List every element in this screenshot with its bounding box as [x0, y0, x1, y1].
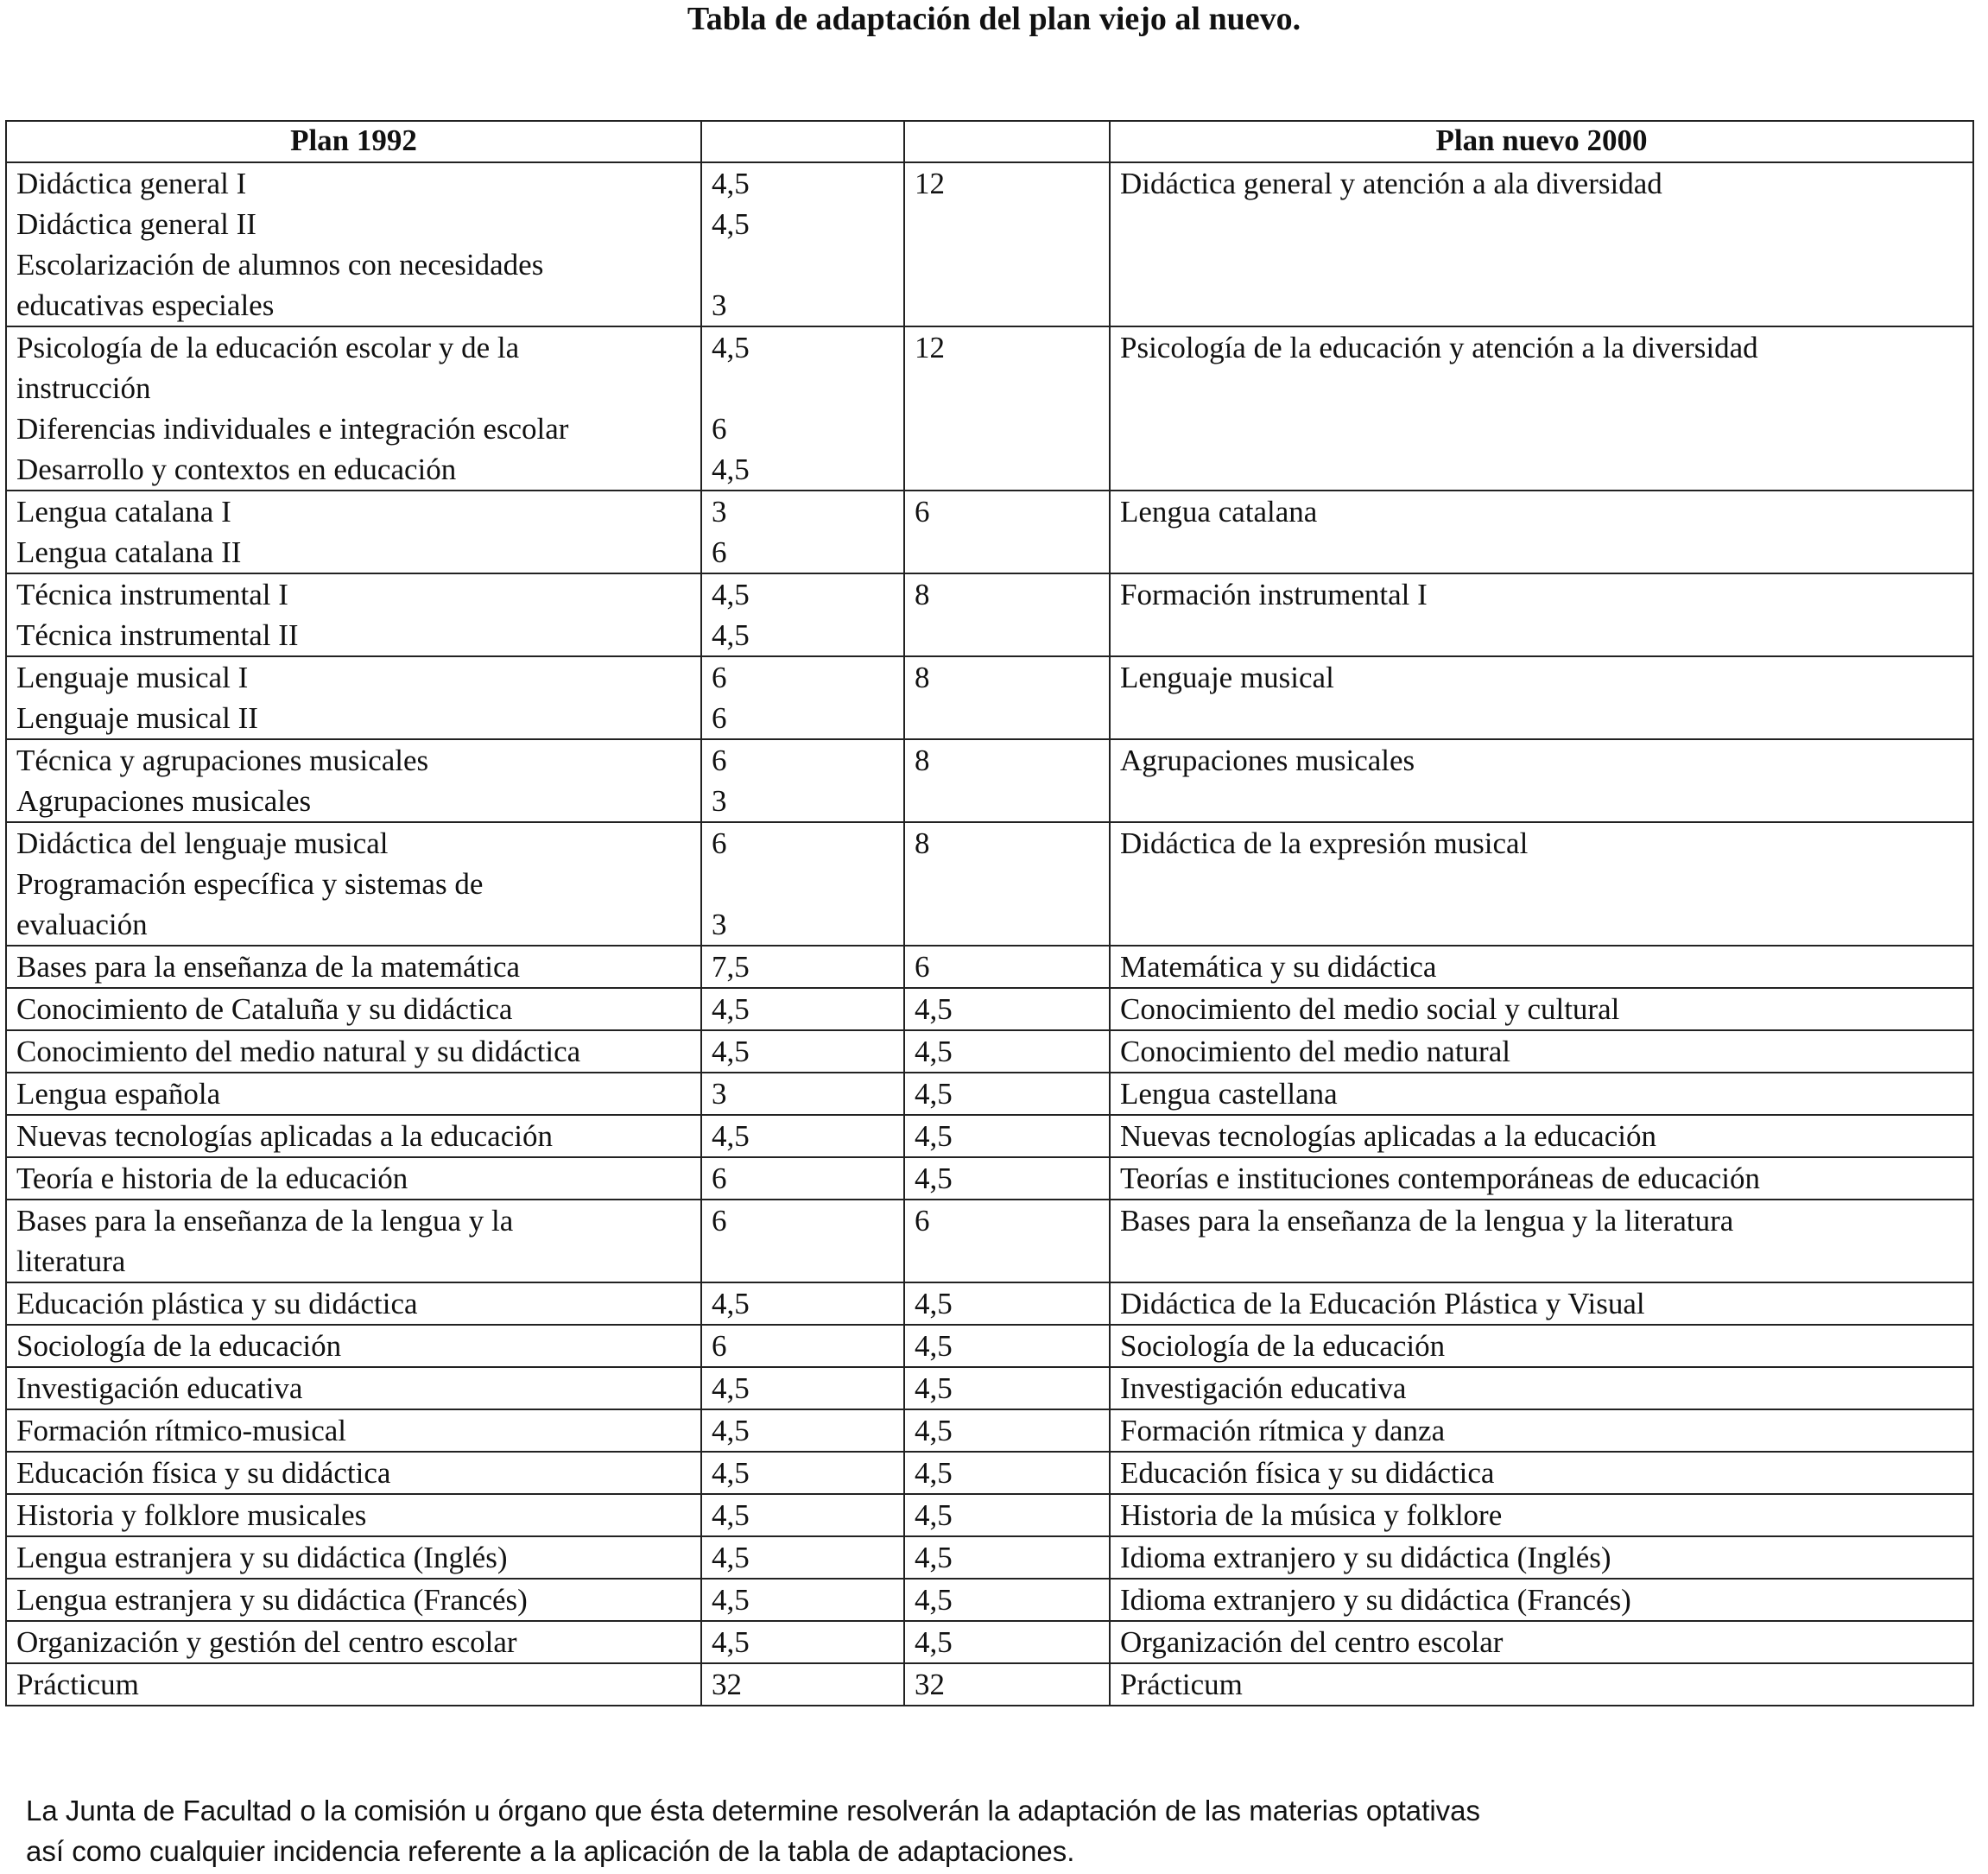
old-subject-cell — [6, 1157, 701, 1200]
old-credits: 6 — [712, 1204, 727, 1238]
old-subject: Lengua española — [16, 1077, 221, 1111]
old-credits-cell — [701, 1452, 904, 1494]
new-credits: 8 — [915, 744, 930, 777]
old-subject: Formación rítmico-musical — [16, 1414, 346, 1447]
old-subject-cell — [6, 1452, 701, 1494]
old-subject: Didáctica general II — [16, 207, 256, 241]
old-credits-cell — [701, 1030, 904, 1073]
old-subject-cell — [6, 1282, 701, 1325]
header-plan-1992: Plan 1992 — [6, 121, 701, 162]
new-subject: Didáctica general y atención a ala diversidad — [1120, 167, 1662, 200]
adaptation-table — [5, 120, 1974, 1706]
new-subject-cell — [1110, 326, 1973, 491]
new-credits: 12 — [915, 167, 945, 200]
new-credits: 4,5 — [915, 992, 953, 1026]
old-subject-cell — [6, 1073, 701, 1115]
old-subject: Conocimiento del medio natural y su didáctica — [16, 1035, 581, 1068]
old-subject: Agrupaciones musicales — [16, 784, 312, 818]
new-subject-cell — [1110, 162, 1973, 326]
new-credits: 32 — [915, 1668, 945, 1701]
old-credits: 4,5 — [712, 1414, 750, 1447]
table-row — [6, 573, 1973, 656]
new-subject: Didáctica de la Educación Plástica y Visual — [1120, 1287, 1645, 1320]
new-credits-cell — [904, 656, 1110, 739]
old-credits: 6 — [712, 412, 727, 446]
old-credits-cell — [701, 1367, 904, 1409]
old-credits-cell — [701, 1621, 904, 1663]
old-subject: Sociología de la educación — [16, 1329, 342, 1363]
table-row — [6, 739, 1973, 822]
table-row — [6, 988, 1973, 1030]
footnote-line: así como cualquier incidencia referente a la aplicación de la tabla de adaptaciones. — [26, 1835, 1075, 1867]
old-subject: literatura — [16, 1244, 126, 1278]
old-subject: Didáctica general I — [16, 167, 247, 200]
old-credits: 6 — [712, 1329, 727, 1363]
old-credits: 4,5 — [712, 1287, 750, 1320]
old-credits-cell — [701, 1073, 904, 1115]
footnote-line: La Junta de Facultad o la comisión u órgano que ésta determine resolverán la adaptación de las materias optativas — [26, 1795, 1481, 1827]
new-credits: 4,5 — [915, 1371, 953, 1405]
old-subject-cell — [6, 1621, 701, 1663]
old-credits-cell — [701, 1494, 904, 1536]
old-subject: Escolarización de alumnos con necesidades — [16, 248, 544, 282]
new-subject: Investigación educativa — [1120, 1371, 1407, 1405]
new-credits-cell — [904, 1494, 1110, 1536]
old-subject: Organización y gestión del centro escolar — [16, 1625, 517, 1659]
new-credits: 4,5 — [915, 1414, 953, 1447]
old-credits-cell — [701, 1663, 904, 1706]
old-credits-cell — [701, 1115, 904, 1157]
new-subject: Conocimiento del medio social y cultural — [1120, 992, 1620, 1026]
new-subject-cell — [1110, 1536, 1973, 1579]
old-subject-cell — [6, 1494, 701, 1536]
new-subject: Didáctica de la expresión musical — [1120, 826, 1529, 860]
new-subject: Teorías e instituciones contemporáneas de educación — [1120, 1162, 1761, 1195]
new-credits: 4,5 — [915, 1583, 953, 1617]
table-row — [6, 946, 1973, 988]
old-subject-cell — [6, 822, 701, 946]
old-credits-cell — [701, 739, 904, 822]
new-credits-cell — [904, 1030, 1110, 1073]
new-subject-cell — [1110, 1282, 1973, 1325]
old-credits-cell — [701, 656, 904, 739]
new-credits: 4,5 — [915, 1287, 953, 1320]
old-subject: Psicología de la educación escolar y de la — [16, 331, 520, 364]
old-credits: 3 — [712, 1077, 727, 1111]
new-credits-cell — [904, 1325, 1110, 1367]
table-row — [6, 1663, 1973, 1706]
old-subject: Diferencias individuales e integración escolar — [16, 412, 569, 446]
old-subject-cell — [6, 1536, 701, 1579]
old-credits-cell — [701, 1282, 904, 1325]
new-credits-cell — [904, 1409, 1110, 1452]
old-credits: 6 — [712, 661, 727, 694]
old-credits: 4,5 — [712, 1119, 750, 1153]
old-subject-cell — [6, 988, 701, 1030]
old-credits: 3 — [712, 784, 727, 818]
table-row — [6, 1282, 1973, 1325]
old-subject: Lengua estranjera y su didáctica (Francés) — [16, 1583, 528, 1617]
old-subject: Investigación educativa — [16, 1371, 303, 1405]
new-subject-cell — [1110, 1030, 1973, 1073]
old-subject-cell — [6, 1367, 701, 1409]
table-row — [6, 1115, 1973, 1157]
header-credits-old — [701, 121, 904, 162]
table-row — [6, 162, 1973, 326]
old-subject-cell — [6, 946, 701, 988]
old-credits: 4,5 — [712, 1625, 750, 1659]
old-subject: Programación específica y sistemas de — [16, 867, 484, 901]
old-subject: Técnica y agrupaciones musicales — [16, 744, 429, 777]
table-body — [6, 162, 1973, 1706]
new-subject-cell — [1110, 573, 1973, 656]
old-credits: 6 — [712, 826, 727, 860]
old-subject-cell — [6, 573, 701, 656]
old-subject: Historia y folklore musicales — [16, 1498, 367, 1532]
old-subject-cell — [6, 162, 701, 326]
old-subject-cell — [6, 1200, 701, 1282]
table-row — [6, 1030, 1973, 1073]
old-subject: Desarrollo y contextos en educación — [16, 453, 457, 486]
new-subject: Historia de la música y folklore — [1120, 1498, 1503, 1532]
old-subject-cell — [6, 739, 701, 822]
old-credits: 3 — [712, 908, 727, 941]
table-row — [6, 1621, 1973, 1663]
old-subject: Lenguaje musical I — [16, 661, 249, 694]
old-subject-cell — [6, 1325, 701, 1367]
new-subject-cell — [1110, 1200, 1973, 1282]
new-credits-cell — [904, 491, 1110, 573]
old-subject: Prácticum — [16, 1668, 139, 1701]
new-subject-cell — [1110, 491, 1973, 573]
new-credits: 4,5 — [915, 1456, 953, 1490]
new-subject: Idioma extranjero y su didáctica (Inglés) — [1120, 1541, 1611, 1574]
old-subject-cell — [6, 656, 701, 739]
old-credits-cell — [701, 162, 904, 326]
new-subject: Agrupaciones musicales — [1120, 744, 1415, 777]
old-credits-cell — [701, 988, 904, 1030]
new-subject: Lengua castellana — [1120, 1077, 1338, 1111]
old-subject-cell — [6, 1579, 701, 1621]
new-subject: Conocimiento del medio natural — [1120, 1035, 1510, 1068]
new-credits: 12 — [915, 331, 945, 364]
new-credits-cell — [904, 1579, 1110, 1621]
old-subject: educativas especiales — [16, 288, 275, 322]
old-subject: Lenguaje musical II — [16, 701, 258, 735]
new-subject-cell — [1110, 1115, 1973, 1157]
table-row — [6, 656, 1973, 739]
new-credits: 4,5 — [915, 1498, 953, 1532]
new-subject-cell — [1110, 822, 1973, 946]
new-subject: Lengua catalana — [1120, 495, 1318, 529]
footnote — [26, 1790, 1926, 1871]
document-title: Tabla de adaptación del plan viejo al nuevo. — [687, 1, 1301, 37]
old-credits — [712, 864, 903, 904]
new-credits: 6 — [915, 950, 930, 984]
old-subject: Lengua estranjera y su didáctica (Inglés) — [16, 1541, 508, 1574]
new-credits-cell — [904, 988, 1110, 1030]
old-credits-cell — [701, 1579, 904, 1621]
table-row — [6, 1452, 1973, 1494]
old-credits-cell — [701, 573, 904, 656]
new-credits: 4,5 — [915, 1625, 953, 1659]
old-credits-cell — [701, 1200, 904, 1282]
old-credits: 4,5 — [712, 992, 750, 1026]
table-row — [6, 1157, 1973, 1200]
new-credits-cell — [904, 1621, 1110, 1663]
new-credits: 4,5 — [915, 1077, 953, 1111]
old-credits-cell — [701, 326, 904, 491]
new-subject: Organización del centro escolar — [1120, 1625, 1504, 1659]
new-credits-cell — [904, 1452, 1110, 1494]
old-subject: Técnica instrumental II — [16, 618, 299, 652]
new-subject-cell — [1110, 1452, 1973, 1494]
old-credits: 4,5 — [712, 207, 750, 241]
header-plan-2000: Plan nuevo 2000 — [1110, 121, 1973, 162]
old-credits — [712, 244, 903, 285]
old-credits: 6 — [712, 744, 727, 777]
old-subject: Bases para la enseñanza de la lengua y la — [16, 1204, 514, 1238]
new-subject: Nuevas tecnologías aplicadas a la educación — [1120, 1119, 1656, 1153]
new-subject-cell — [1110, 946, 1973, 988]
old-subject: Nuevas tecnologías aplicadas a la educación — [16, 1119, 553, 1153]
old-credits — [712, 368, 903, 408]
old-subject: instrucción — [16, 371, 151, 405]
old-subject-cell — [6, 1115, 701, 1157]
new-credits: 8 — [915, 578, 930, 611]
old-credits: 4,5 — [712, 618, 750, 652]
new-credits: 4,5 — [915, 1035, 953, 1068]
old-subject-cell — [6, 1663, 701, 1706]
table-row — [6, 1200, 1973, 1282]
new-subject: Sociología de la educación — [1120, 1329, 1446, 1363]
table-row — [6, 1409, 1973, 1452]
new-subject-cell — [1110, 1621, 1973, 1663]
new-credits: 4,5 — [915, 1541, 953, 1574]
old-credits-cell — [701, 822, 904, 946]
header-credits-new — [904, 121, 1110, 162]
new-subject: Bases para la enseñanza de la lengua y la literatura — [1120, 1204, 1734, 1238]
new-subject: Formación rítmica y danza — [1120, 1414, 1446, 1447]
new-subject-cell — [1110, 1325, 1973, 1367]
old-credits-cell — [701, 491, 904, 573]
new-subject: Prácticum — [1120, 1668, 1243, 1701]
table-row — [6, 1494, 1973, 1536]
old-credits: 3 — [712, 288, 727, 322]
new-credits: 4,5 — [915, 1329, 953, 1363]
old-subject: Educación plástica y su didáctica — [16, 1287, 418, 1320]
new-subject-cell — [1110, 1494, 1973, 1536]
new-subject-cell — [1110, 739, 1973, 822]
old-credits: 4,5 — [712, 453, 750, 486]
old-credits: 6 — [712, 701, 727, 735]
old-credits: 4,5 — [712, 1583, 750, 1617]
table-row — [6, 326, 1973, 491]
new-subject: Lenguaje musical — [1120, 661, 1334, 694]
table-row — [6, 822, 1973, 946]
old-subject: Conocimiento de Cataluña y su didáctica — [16, 992, 513, 1026]
table-row — [6, 1073, 1973, 1115]
old-subject: Educación física y su didáctica — [16, 1456, 391, 1490]
old-credits-cell — [701, 1409, 904, 1452]
new-credits: 8 — [915, 661, 930, 694]
old-subject: evaluación — [16, 908, 148, 941]
old-credits: 3 — [712, 495, 727, 529]
new-credits-cell — [904, 1663, 1110, 1706]
old-subject: Bases para la enseñanza de la matemática — [16, 950, 521, 984]
old-credits: 4,5 — [712, 1456, 750, 1490]
old-credits: 4,5 — [712, 1541, 750, 1574]
old-subject: Lengua catalana I — [16, 495, 231, 529]
table-row — [6, 1367, 1973, 1409]
old-subject-cell — [6, 326, 701, 491]
old-credits: 4,5 — [712, 578, 750, 611]
old-credits-cell — [701, 1325, 904, 1367]
old-subject: Teoría e historia de la educación — [16, 1162, 408, 1195]
new-subject-cell — [1110, 656, 1973, 739]
new-credits: 8 — [915, 826, 930, 860]
old-credits: 32 — [712, 1668, 742, 1701]
old-subject-cell — [6, 1030, 701, 1073]
new-subject-cell — [1110, 988, 1973, 1030]
table-row — [6, 1536, 1973, 1579]
new-credits-cell — [904, 1367, 1110, 1409]
new-subject: Educación física y su didáctica — [1120, 1456, 1495, 1490]
new-credits-cell — [904, 1115, 1110, 1157]
new-credits: 4,5 — [915, 1119, 953, 1153]
new-credits-cell — [904, 1536, 1110, 1579]
new-credits-cell — [904, 739, 1110, 822]
old-credits: 7,5 — [712, 950, 750, 984]
new-credits-cell — [904, 573, 1110, 656]
old-credits-cell — [701, 1157, 904, 1200]
old-subject: Didáctica del lenguaje musical — [16, 826, 389, 860]
old-credits: 4,5 — [712, 1371, 750, 1405]
new-subject-cell — [1110, 1579, 1973, 1621]
old-subject: Técnica instrumental I — [16, 578, 288, 611]
new-credits: 4,5 — [915, 1162, 953, 1195]
new-credits-cell — [904, 1200, 1110, 1282]
new-credits-cell — [904, 822, 1110, 946]
new-subject: Idioma extranjero y su didáctica (Francés) — [1120, 1583, 1631, 1617]
table-row — [6, 491, 1973, 573]
new-credits-cell — [904, 162, 1110, 326]
old-credits: 6 — [712, 1162, 727, 1195]
new-credits-cell — [904, 1282, 1110, 1325]
old-subject: Lengua catalana II — [16, 535, 242, 569]
new-subject-cell — [1110, 1663, 1973, 1706]
old-credits: 4,5 — [712, 1498, 750, 1532]
new-credits-cell — [904, 1073, 1110, 1115]
new-credits: 6 — [915, 495, 930, 529]
new-credits-cell — [904, 946, 1110, 988]
new-subject: Matemática y su didáctica — [1120, 950, 1437, 984]
new-subject: Psicología de la educación y atención a la diversidad — [1120, 331, 1758, 364]
table-header-row — [6, 121, 1973, 162]
old-subject-cell — [6, 491, 701, 573]
table-row — [6, 1325, 1973, 1367]
new-credits-cell — [904, 1157, 1110, 1200]
table-row — [6, 1579, 1973, 1621]
old-subject-cell — [6, 1409, 701, 1452]
new-subject-cell — [1110, 1367, 1973, 1409]
old-credits: 6 — [712, 535, 727, 569]
new-credits-cell — [904, 326, 1110, 491]
old-credits: 4,5 — [712, 167, 750, 200]
old-credits-cell — [701, 1536, 904, 1579]
old-credits-cell — [701, 946, 904, 988]
new-subject-cell — [1110, 1073, 1973, 1115]
new-credits: 6 — [915, 1204, 930, 1238]
old-credits: 4,5 — [712, 331, 750, 364]
old-credits: 4,5 — [712, 1035, 750, 1068]
new-subject: Formación instrumental I — [1120, 578, 1428, 611]
new-subject-cell — [1110, 1157, 1973, 1200]
new-subject-cell — [1110, 1409, 1973, 1452]
